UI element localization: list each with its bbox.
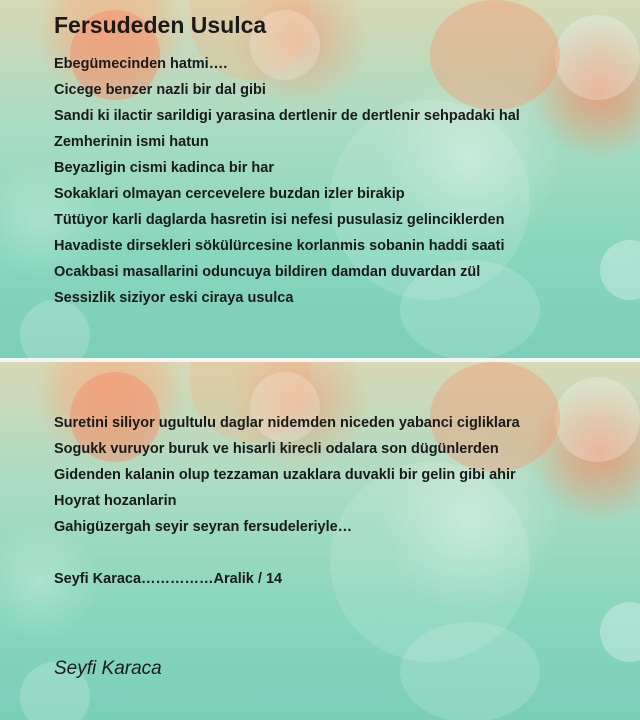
poem-line: Hoyrat hozanlarin [54, 493, 177, 509]
bokeh-light [600, 602, 640, 662]
poem-line: Sogukk vuruyor buruk ve hisarli kirecli odalara son dügünlerden [54, 441, 499, 457]
poem-line: Ebegümecinden hatmi…. [54, 56, 228, 72]
poem-title: Fersudeden Usulca [54, 12, 267, 38]
poem-card-bottom [0, 362, 640, 720]
poem-line: Gidenden kalanin olup tezzaman uzaklara duvakli bir gelin gibi ahir [54, 467, 516, 483]
poem-signature-line: Seyfi Karaca……………Aralik / 14 [54, 571, 283, 587]
poem-line: Sessizlik siziyor eski ciraya usulca [54, 290, 294, 306]
bokeh-light [555, 15, 640, 100]
bokeh-light [555, 377, 640, 462]
poem-line: Beyazligin cismi kadinca bir har [54, 160, 274, 176]
poem-line: Zemherinin ismi hatun [54, 134, 209, 150]
poem-line: Sokaklari olmayan cercevelere buzdan izler birakip [54, 186, 405, 202]
poem-line: Cicege benzer nazli bir dal gibi [54, 82, 266, 98]
poem-line: Suretini siliyor ugultulu daglar nidemden niceden yabanci cigliklara [54, 415, 520, 431]
bokeh-light [400, 622, 540, 720]
bokeh-light [600, 240, 640, 300]
poem-line: Tütüyor karli daglarda hasretin isi nefesi pusulasiz gelinciklerden [54, 212, 505, 228]
poem-line: Sandi ki ilactir sarildigi yarasina dertlenir de dertlenir sehpadaki hal [54, 108, 520, 124]
poem-line: Havadiste dirsekleri sökülürcesine korlanmis sobanin haddi saati [54, 238, 505, 254]
poem-line: Gahigüzergah seyir seyran fersudeleriyle… [54, 519, 353, 535]
poem-lines-top [54, 51, 520, 311]
poem-card-top [0, 0, 640, 358]
poem-lines-bottom [54, 410, 520, 592]
poem-author[interactable]: Seyfi Karaca [54, 658, 162, 679]
poem-line: Ocakbasi masallarini oduncuya bildiren damdan duvardan zül [54, 264, 481, 280]
poem-line-blank [54, 540, 520, 566]
